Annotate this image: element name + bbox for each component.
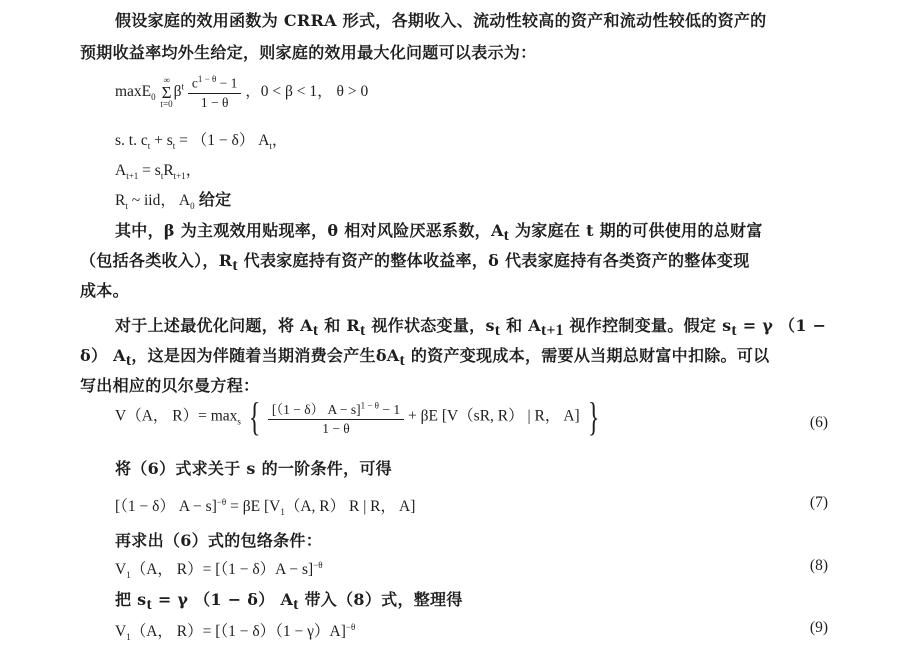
paragraph-1-line-2: [80, 40, 880, 63]
objective-condition: ，0 < β < 1， θ > 0: [245, 82, 369, 100]
sub: t: [360, 322, 366, 340]
text: = γ （1 −: [736, 316, 827, 335]
equation-7: [115, 494, 415, 517]
sub: 0: [190, 201, 195, 212]
sub: t: [232, 257, 238, 275]
c1c: = （1 − δ） A: [175, 132, 270, 149]
eq7-tail: = βE [V: [226, 498, 281, 515]
den: 1 − θ: [200, 94, 229, 110]
c2: A: [115, 162, 127, 179]
constraint-1: [115, 128, 287, 151]
summation-symbol: [161, 76, 173, 109]
text: = γ （1 − δ） A: [151, 590, 294, 609]
sum-top: ∞: [163, 74, 170, 85]
sub: t: [146, 596, 152, 614]
equation-6: [115, 394, 603, 439]
equation-number-9: (9): [809, 619, 828, 636]
sub: t+1: [173, 171, 186, 182]
sup: t: [181, 81, 185, 92]
sup: 1 − θ: [360, 400, 379, 410]
sub: t: [160, 171, 164, 182]
right-brace: }: [587, 394, 599, 439]
text: 的资产变现成本，需要从当期总财富中扣除。可以: [404, 346, 770, 365]
eq6-tail: + βE [V（sR, R） | R， A]: [404, 407, 580, 425]
paragraph-1-line-1: [115, 8, 895, 31]
sub: t: [731, 322, 737, 340]
sigma-glyph: Σ: [161, 82, 172, 102]
equation-8: [115, 557, 323, 580]
constraint-3: [115, 187, 231, 211]
text: 写出相应的贝尔曼方程：: [80, 376, 260, 395]
text: 其中，β 为主观效用贴现率，θ 相对风险厌恶系数，A: [115, 221, 504, 240]
c2b: = s: [138, 162, 161, 179]
text: 对于上述最优化问题，将 A: [115, 316, 313, 335]
c1: s. t. c: [115, 132, 148, 149]
sub: 1: [126, 632, 131, 643]
equation-number-7: (7): [809, 494, 828, 511]
num: [（1 − δ） A − s]: [271, 401, 361, 417]
objective-prefix: maxE: [115, 82, 152, 100]
text: 视作状态变量，s: [365, 316, 495, 335]
text: 预期收益率均外生给定，则家庭的效用最大化问题可以表示为：: [80, 43, 537, 62]
paragraph-3-line-1: [115, 313, 895, 340]
paragraph-3-line-2: [80, 343, 890, 370]
text: δ） A: [80, 346, 126, 365]
eq9-v: V: [115, 623, 127, 640]
sub: t: [494, 322, 501, 340]
eq8-body: （A， R）= [（1 − δ）A − s]: [130, 561, 314, 578]
sub: t+1: [126, 171, 139, 182]
sub: t: [399, 352, 405, 370]
num: c: [191, 75, 198, 91]
den: 1 − θ: [322, 420, 350, 436]
sup: −θ: [345, 621, 356, 632]
text: 带入（8）式，整理得: [298, 590, 463, 609]
paragraph-5: [115, 528, 895, 551]
sup: 1 − θ: [197, 74, 217, 84]
text: （包括各类收入），R: [80, 251, 233, 270]
eq8-v: V: [115, 561, 127, 578]
equation-number-6: (6): [809, 414, 828, 431]
text: 把 s: [115, 590, 147, 609]
paragraph-4: [115, 456, 895, 479]
objective-fraction: [188, 74, 242, 111]
text: 和 A: [500, 316, 541, 335]
num-tail: − 1: [216, 75, 238, 91]
eq9-body: （A， R）= [（1 − δ）（1 − γ）A]: [130, 623, 346, 640]
text: 代表家庭持有资产的整体收益率，δ 代表家庭持有各类资产的整体变现: [237, 251, 750, 270]
sub: t: [172, 141, 176, 152]
sub: t: [269, 141, 272, 152]
text: 成本。: [80, 281, 129, 300]
sup: −θ: [216, 496, 227, 507]
sub: t: [312, 322, 319, 340]
text: 视作控制变量。假定 s: [563, 316, 732, 335]
sum-bottom: t=0: [160, 98, 173, 109]
equation-9: [115, 619, 355, 642]
sub: 0: [151, 91, 156, 102]
text: 将（6）式求关于 s 的一阶条件，可得: [115, 459, 392, 478]
text: 为家庭在 t 期的可供使用的总财富: [509, 221, 763, 240]
paragraph-2-line-1: [115, 218, 895, 245]
sub: t: [125, 352, 132, 370]
c2c: R: [163, 162, 174, 179]
text: 和 R: [318, 316, 360, 335]
eq6-lhs: V（A， R）= max: [115, 407, 238, 425]
c1b: + s: [150, 132, 173, 149]
constraint-2: [115, 158, 201, 181]
text: ，这是因为伴随着当期消费会产生δA: [131, 346, 400, 365]
eq7-tail-b: （A, R） R | R， A]: [284, 498, 416, 515]
sub: t: [293, 596, 299, 614]
text: 再求出（6）式的包络条件：: [115, 531, 323, 550]
sub: t: [147, 141, 151, 152]
sub: s: [237, 416, 241, 427]
objective-equation: maxE$_0$ ∞ Σ $t=0\beta^t$ $\frac{c^{1 - \theta} - 1}{1 - \theta}$ ，0 < β < 1， θ > 0: [115, 74, 369, 110]
c3b: ~ iid， A: [127, 192, 191, 209]
sub: t: [503, 227, 510, 245]
sub: 1: [280, 507, 285, 518]
sup: −θ: [313, 559, 323, 570]
paragraph-2-line-2: [80, 248, 890, 275]
sub: 1: [126, 570, 131, 581]
paragraph-2-line-3: [80, 278, 880, 301]
eq7-lhs: [（1 − δ） A − s]: [115, 498, 217, 515]
c3c: 给定: [194, 192, 232, 209]
equation-number-8: (8): [809, 557, 828, 574]
c1d: ，: [271, 132, 288, 149]
c3: R: [115, 192, 126, 209]
num-tail: − 1: [378, 401, 401, 417]
text: 假设家庭的效用函数为 CRRA 形式，各期收入、流动性较高的资产和流动性较低的资产的: [115, 11, 767, 30]
eq6-fraction: [268, 398, 404, 437]
sub: t: [125, 201, 128, 212]
left-brace: {: [248, 394, 261, 439]
paragraph-3-line-3: [80, 373, 880, 396]
sub: t+1: [540, 322, 564, 340]
paragraph-6: [115, 587, 895, 614]
c2d: ，: [185, 162, 202, 179]
